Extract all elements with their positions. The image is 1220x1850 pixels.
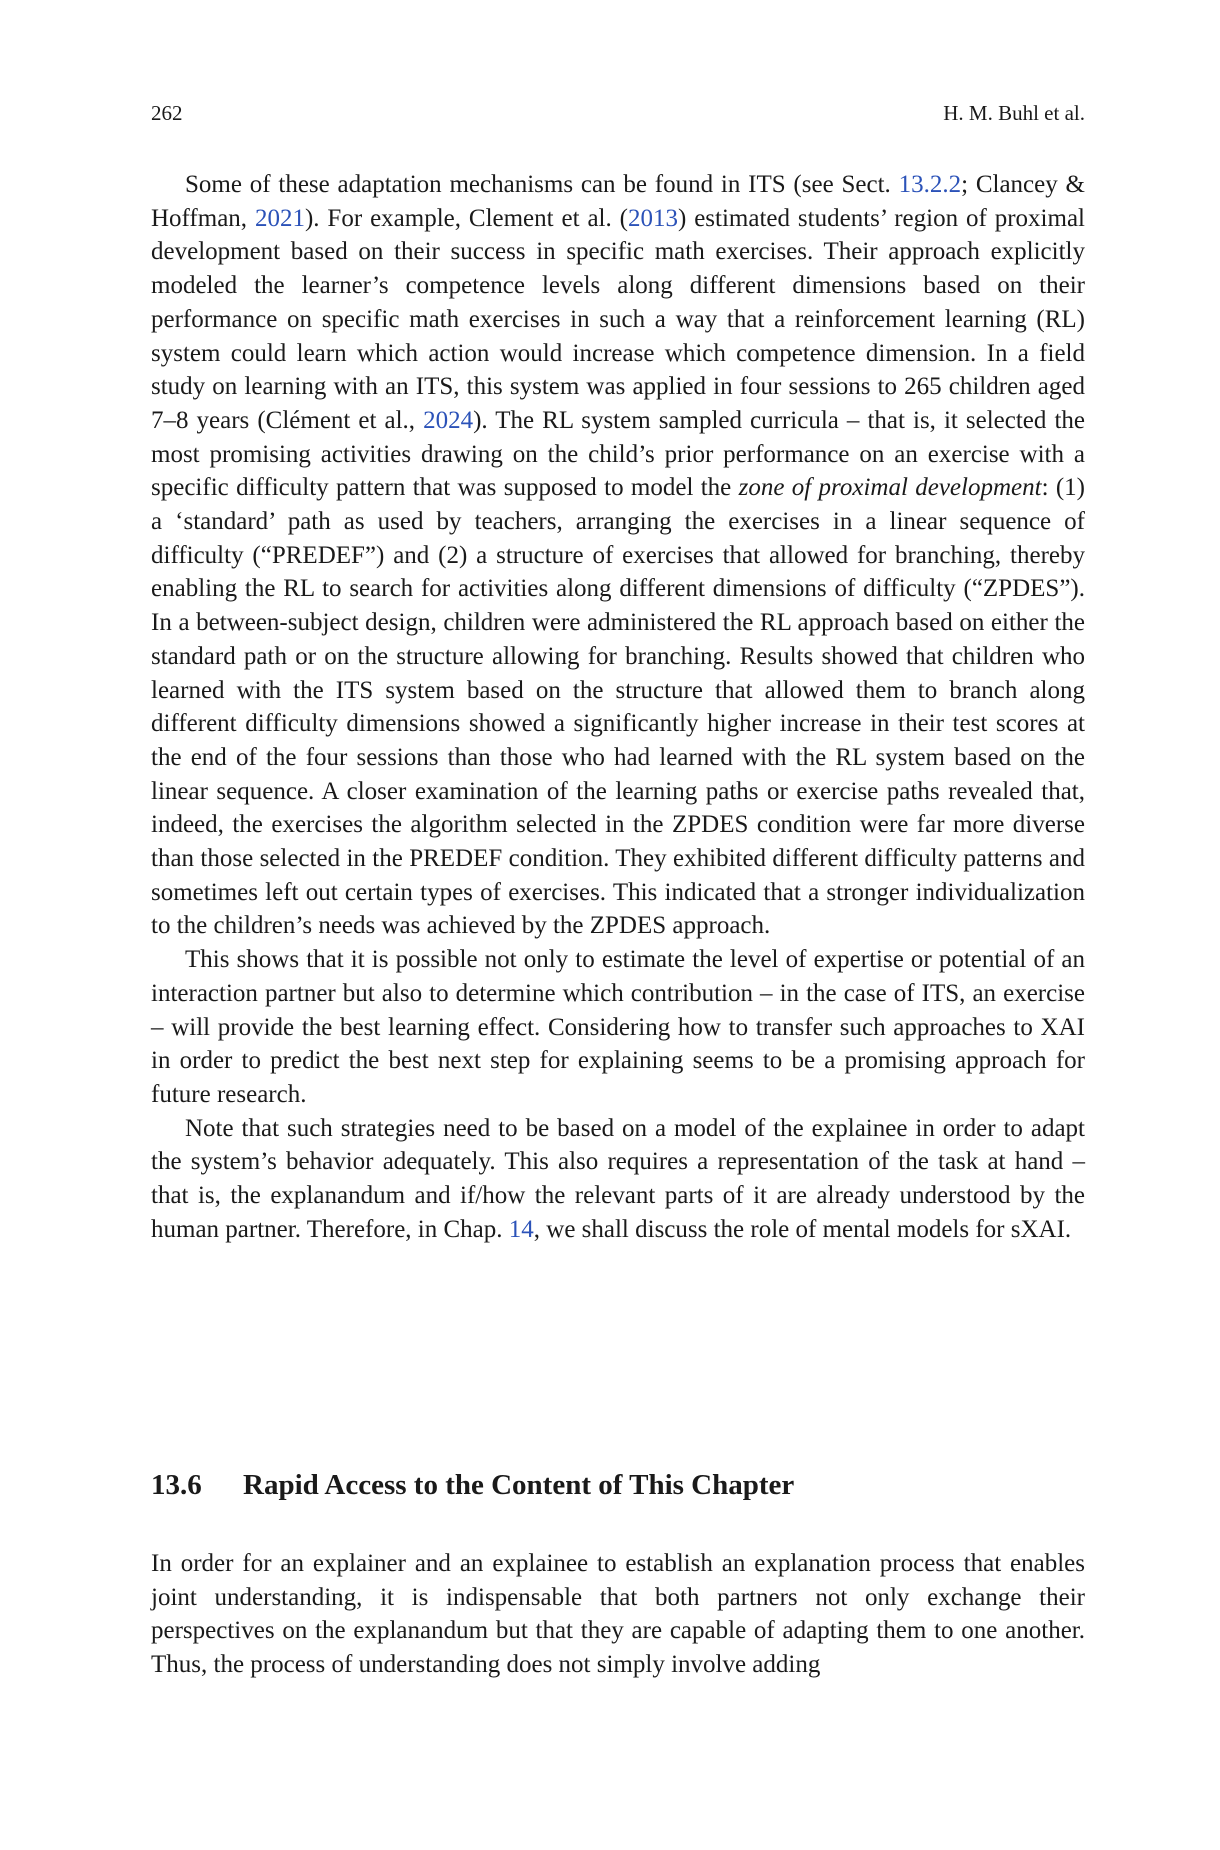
running-head-authors: H. M. Buhl et al. (943, 101, 1085, 125)
text-run: Some of these adaptation mechanisms can be found in ITS (see Sect. (185, 171, 899, 198)
text-run: ). For example, Clement et al. ( (304, 204, 628, 232)
text-run: , we shall discuss the role of mental models for sXAI. (533, 1215, 1072, 1243)
section-number: 13.6 (151, 1469, 202, 1501)
page-number: 262 (151, 101, 183, 125)
text-run: : (1) a ‘standard’ path as used by teachers, arranging the exercises in a linear sequence of difficulty (“PREDEF”) and (2) a structure of exercises that allowed for branching, thereby enabling the RL to search for activities along different dimensions of difficulty (“ZPDES”). In a between-subject design, children were administered the RL approach based on either the standard path or on the structure allowing for branching. Results showed that children who learned with the ITS system based on the structure that allowed them to branch along different difficulty dimensions showed a significantly higher increase in their test scores at the end of the four sessions than those who had learned with the RL system based on the linear sequence. A closer examination of the learning paths or exercise paths revealed that, indeed, the exercises the algorithm selected in the ZPDES condition were far more diverse than those selected in the PREDEF condition. They exhibited different difficulty patterns and sometimes left out certain types of exercises. This indicated that a stronger individualization to the children’s needs was achieved by the ZPDES approach. (151, 474, 1085, 940)
text-run: ). The RL system sampled curricula – that is, it selected the most promising activities drawing on the child’s prior performance on an exercise with a specific difficulty pattern that was supposed to model the (151, 406, 1085, 502)
emphasis-zone-of-proximal-development: zone of proximal development (738, 474, 1042, 502)
paragraph-rapid-access: In order for an explainer and an explainee to establish an explanation process that enables joint understanding, it is indispensable that both partners not only exchange their perspectives on the explanandum but that they are capable of adapting them to one another. Thus, the process of understanding does not simply involve adding (151, 1550, 1085, 1679)
body-text (151, 168, 1085, 1247)
citation-link-2024[interactable]: 2024 (423, 406, 474, 434)
section-link-13-2-2[interactable]: 13.2.2 (898, 171, 962, 198)
section-title: Rapid Access to the Content of This Chapter (243, 1469, 795, 1501)
citation-link-2013[interactable]: 2013 (627, 204, 678, 232)
paragraph-expertise-estimation: This shows that it is possible not only to estimate the level of expertise or potential of an interaction partner but also to determine which contribution – in the case of ITS, an exercise – will provide the best learning effect. Considering how to transfer such approaches to XAI in order to predict the best next step for explaining seems to be a promising approach for future research. (151, 946, 1085, 1108)
text-run: ; Clancey & Hoffman, (151, 171, 1085, 232)
running-head (151, 98, 1085, 128)
chapter-link-14[interactable]: 14 (508, 1215, 534, 1243)
text-run: ) estimated students’ region of proximal development based on their success in specific math exercises. Their approach explicitly modeled the learner’s competence levels along different dimensions based on their performance on specific math exercises in such a way that a reinforcement learning (RL) system could learn which action would increase which competence dimension. In a field study on learning with an ITS, this system was applied in four sessions to 265 children aged 7–8 years (Clément et al., (151, 204, 1085, 434)
text-run: Note that such strategies need to be based on a model of the explainee in order to adapt the system’s behavior adequately. This also requires a representation of the task at hand – that is, the explanandum and if/how the relevant parts of it are already understood by the human partner. Therefore, in Chap. (151, 1114, 1085, 1243)
paragraph-explainee-model (151, 1112, 1085, 1247)
section-heading (151, 1465, 1085, 1505)
section-body (151, 1547, 1085, 1682)
paragraph-its-adaptation (151, 168, 1085, 943)
citation-link-2021[interactable]: 2021 (254, 204, 305, 232)
